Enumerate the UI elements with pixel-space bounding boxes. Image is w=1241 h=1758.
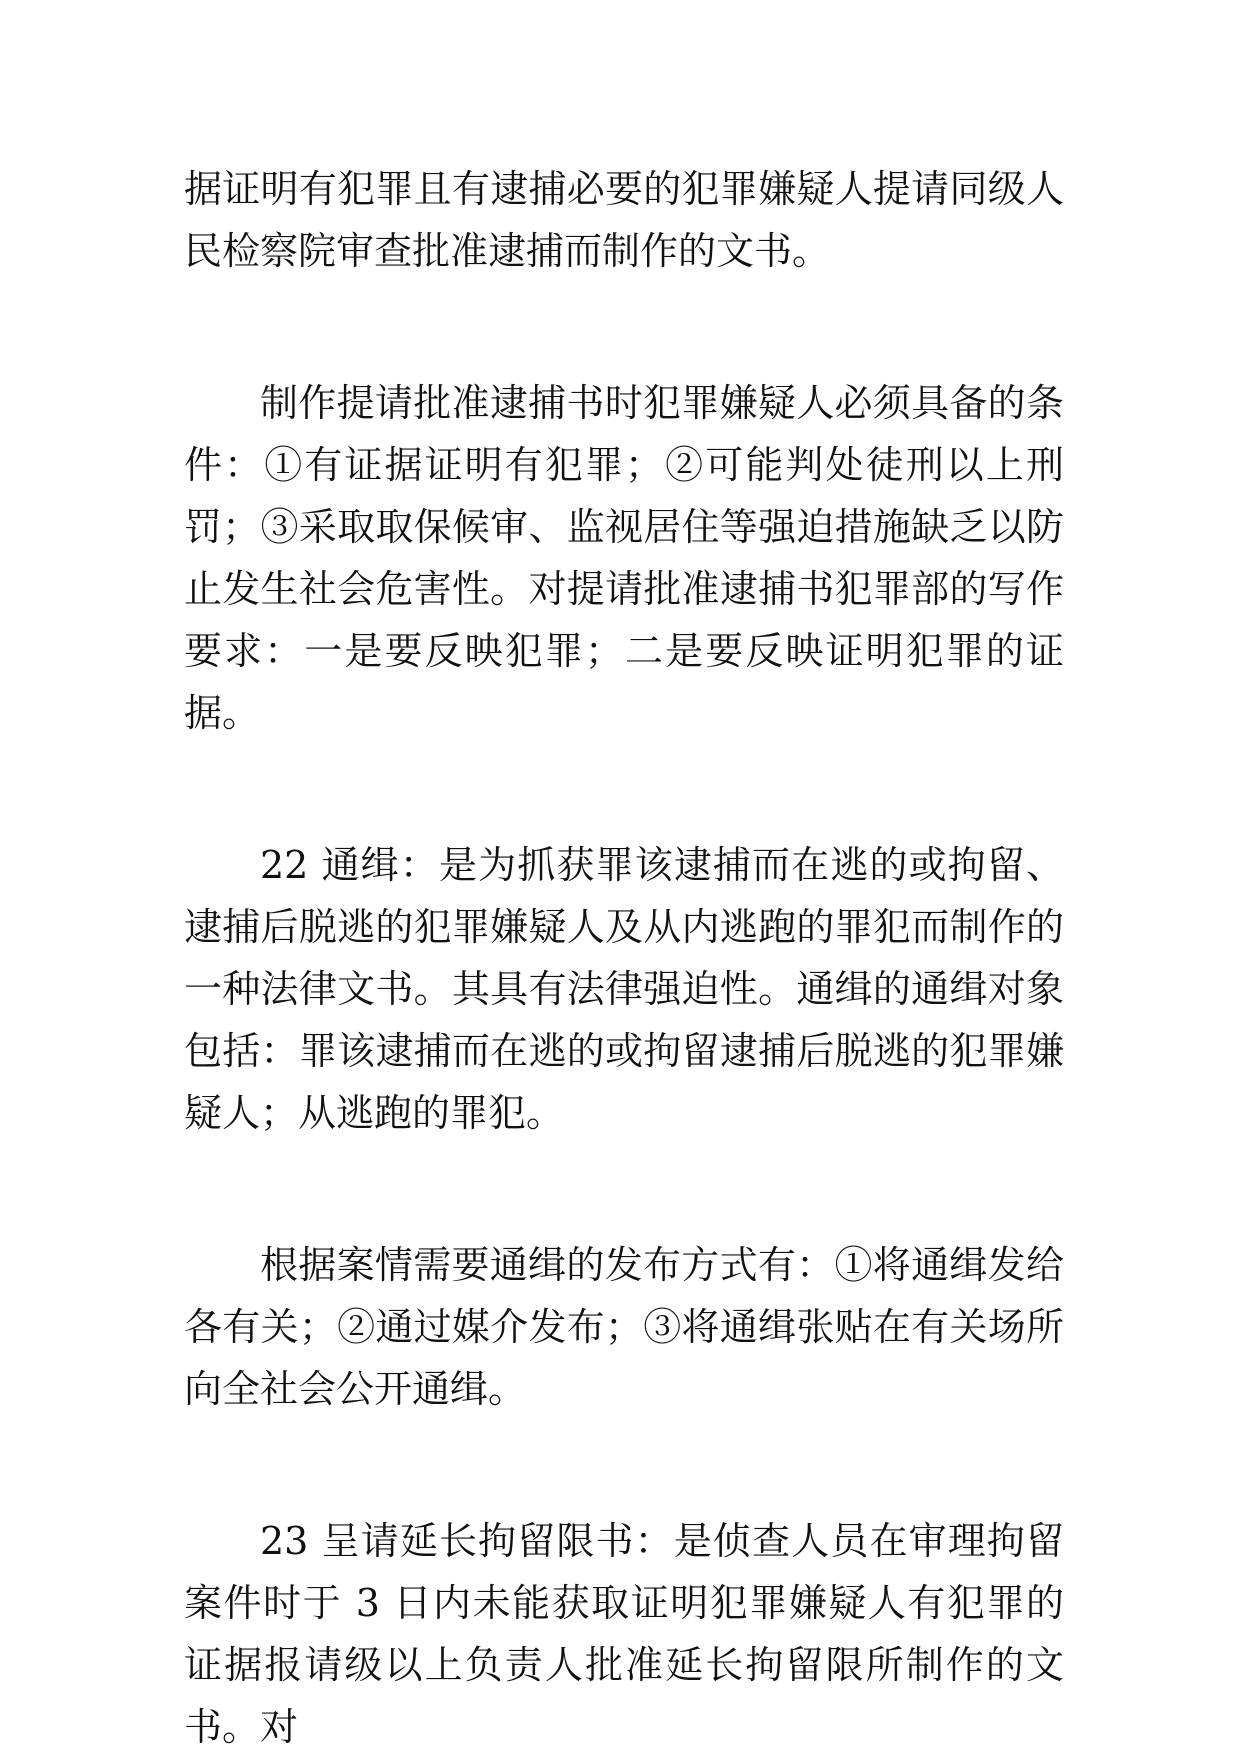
paragraph-3: 22 通缉：是为抓获罪该逮捕而在逃的或拘留、逮捕后脱逃的犯罪嫌疑人及从内逃跑的罪犯而制作的一种法律文书。其具有法律强迫性。通缉的通缉对象包括：罪该逮捕而在逃的或拘留逮捕后脱逃的犯罪嫌疑人；从逃跑的罪犯。 — [184, 843, 1064, 1135]
paragraph-4: 根据案情需要通缉的发布方式有：①将通缉发给各有关；②通过媒介发布；③将通缉张贴在有关场所向全社会公开通缉。 — [184, 1243, 1064, 1411]
document-body — [184, 158, 1064, 1758]
paragraph-1: 据证明有犯罪且有逮捕必要的犯罪嫌疑人提请同级人民检察院审查批准逮捕而制作的文书。 — [184, 167, 1064, 273]
paragraph-2: 制作提请批准逮捕书时犯罪嫌疑人必须具备的条件：①有证据证明有犯罪；②可能判处徒刑以上刑罚；③采取取保候审、监视居住等强迫措施缺乏以防止发生社会危害性。对提请批准逮捕书犯罪部的写作要求：一是要反映犯罪；二是要反映证明犯罪的证据。 — [184, 381, 1064, 735]
paragraph-5: 23 呈请延长拘留限书：是侦查人员在审理拘留案件时于 3 日内未能获取证明犯罪嫌疑人有犯罪的证据报请级以上负责人批准延长拘留限所制作的文书。对 — [184, 1519, 1064, 1749]
